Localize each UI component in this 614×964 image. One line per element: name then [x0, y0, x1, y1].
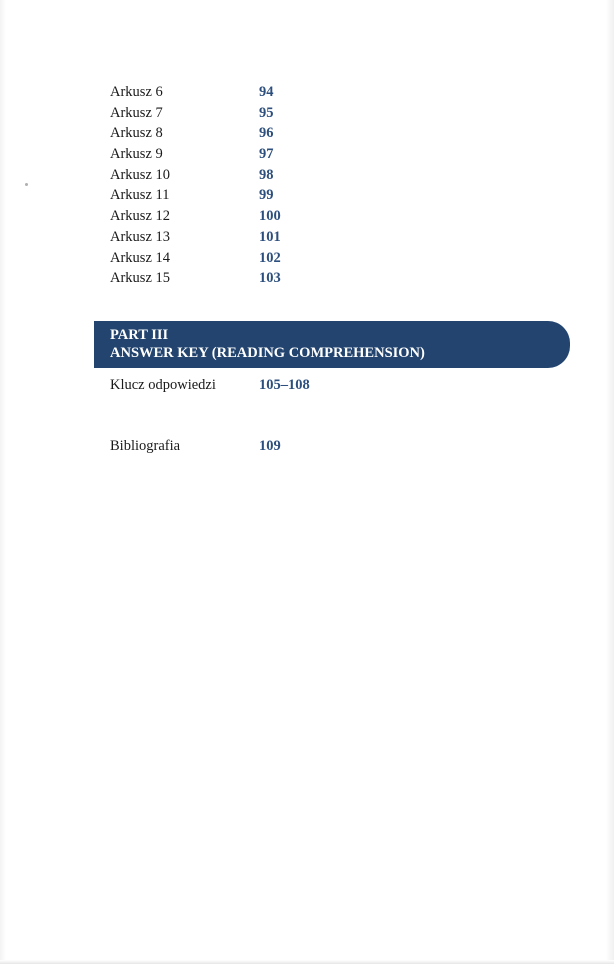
toc-entry-label: Arkusz 7: [110, 104, 163, 121]
toc-entry-label: Arkusz 9: [110, 146, 163, 163]
toc-row: [110, 268, 510, 289]
scan-speck: [25, 183, 28, 186]
toc-entry-label: Arkusz 6: [110, 84, 163, 100]
bibliography-label: Bibliografia: [110, 438, 181, 454]
toc-entry-label: Arkusz 12: [110, 208, 171, 225]
toc-entry-label: Arkusz 8: [110, 125, 163, 142]
toc-row: [110, 103, 510, 124]
answer-key-pages: 105–108: [259, 377, 310, 393]
part-number: PART III: [110, 327, 169, 343]
toc-entry-label: Arkusz 10: [110, 166, 171, 183]
toc-row: [110, 82, 510, 103]
toc-list: [110, 82, 510, 289]
toc-row: [110, 144, 510, 165]
toc-entry-label: Arkusz 11: [110, 187, 170, 204]
toc-row: [110, 185, 510, 206]
answer-key-label: Klucz odpowiedzi: [110, 377, 216, 393]
toc-entry-page: 98: [259, 166, 274, 183]
bibliography-page: 109: [259, 438, 281, 454]
scan-edge-shadow: [0, 960, 614, 964]
toc-entry-page: 102: [259, 249, 281, 266]
toc-entry-page: 94: [259, 84, 274, 100]
part-banner: [94, 321, 570, 368]
toc-entry-label: Arkusz 14: [110, 249, 171, 266]
toc-entry-page: 100: [259, 208, 281, 225]
toc-row: [110, 227, 510, 248]
toc-entry-page: 103: [259, 270, 281, 287]
toc-row: [110, 123, 510, 144]
part-title: ANSWER KEY (READING COMPREHENSION): [110, 345, 425, 361]
toc-entry-page: 101: [259, 228, 281, 245]
toc-entry-page: 96: [259, 125, 274, 142]
toc-entry-label: Arkusz 13: [110, 228, 171, 245]
toc-row: [110, 248, 510, 269]
bibliography-row: [110, 436, 510, 456]
toc-entry-label: Arkusz 15: [110, 270, 171, 287]
toc-entry-page: 99: [259, 187, 274, 204]
toc-row: [110, 206, 510, 227]
toc-entry-page: 97: [259, 146, 274, 163]
toc-entry-page: 95: [259, 104, 274, 121]
answer-key-row: [110, 375, 510, 395]
toc-row: [110, 165, 510, 186]
